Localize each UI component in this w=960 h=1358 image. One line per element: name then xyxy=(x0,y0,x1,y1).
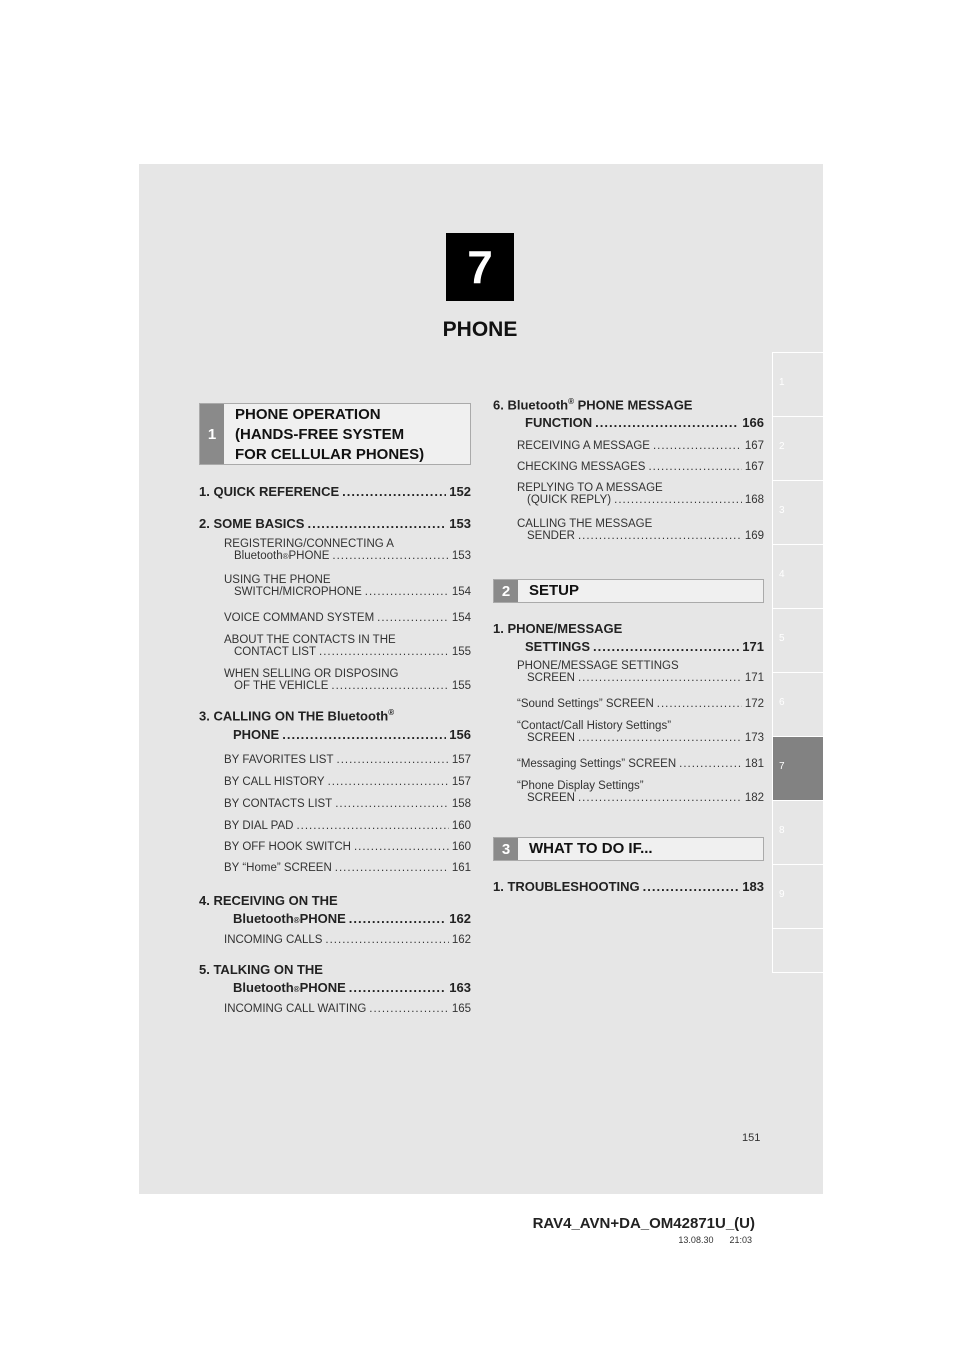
toc-subentry[interactable]: “Phone Display Settings” SCREEN ..... 182 xyxy=(517,780,764,804)
toc-subentry[interactable]: USING THE PHONE SWITCH/MICROPHONE ..... 154 xyxy=(224,574,471,598)
toc-subentry[interactable]: “Contact/Call History Settings” SCREEN ..... 173 xyxy=(517,720,764,744)
toc-subentry[interactable]: BY FAVORITES LIST ..... 157 xyxy=(224,754,471,766)
toc-subentry[interactable]: ABOUT THE CONTACTS IN THE CONTACT LIST ..... 155 xyxy=(224,634,471,658)
side-tab-6[interactable]: 6 xyxy=(772,672,823,736)
section-header-what-to-do-if xyxy=(493,837,764,861)
toc-subentry[interactable]: INCOMING CALLS ..... 162 xyxy=(224,934,471,946)
toc-subentry[interactable]: CALLING THE MESSAGE SENDER ..... 169 xyxy=(517,518,764,542)
section-number: 2 xyxy=(494,580,518,602)
section-number: 3 xyxy=(494,838,518,860)
toc-subentry[interactable]: WHEN SELLING OR DISPOSING OF THE VEHICLE ..... 155 xyxy=(224,668,471,692)
side-tab-7-active[interactable]: 7 xyxy=(772,736,823,800)
section-title: PHONE OPERATION (HANDS-FREE SYSTEM FOR CELLULAR PHONES) xyxy=(235,406,425,463)
chapter-number-box: 7 xyxy=(446,233,514,301)
side-tab-blank xyxy=(772,928,823,973)
document-id: RAV4_AVN+DA_OM42871U_(U) xyxy=(532,1215,755,1232)
toc-subentry[interactable]: BY “Home” SCREEN ..... 161 xyxy=(224,862,471,874)
side-tab-4[interactable]: 4 xyxy=(772,544,823,608)
chapter-title: PHONE xyxy=(442,318,518,341)
toc-entry[interactable]: 5. TALKING ON THE Bluetooth ® PHONE ..... 163 xyxy=(199,962,471,995)
toc-entry[interactable]: 1. QUICK REFERENCE ..... 152 xyxy=(199,484,471,499)
print-timestamp: 13.08.30 21:03 xyxy=(678,1235,752,1245)
toc-subentry[interactable]: REGISTERING/CONNECTING A Bluetooth ® PHONE ..... 153 xyxy=(224,538,471,562)
toc-subentry[interactable]: REPLYING TO A MESSAGE (QUICK REPLY) ..... 168 xyxy=(517,482,764,506)
toc-entry[interactable]: 3. CALLING ON THE Bluetooth® PHONE ..... 156 xyxy=(199,708,471,742)
side-tab-3[interactable]: 3 xyxy=(772,480,823,544)
toc-entry[interactable]: 2. SOME BASICS ..... 153 xyxy=(199,516,471,531)
section-header-setup xyxy=(493,579,764,603)
toc-subentry[interactable]: RECEIVING A MESSAGE ..... 167 xyxy=(517,440,764,452)
toc-subentry[interactable]: “Sound Settings” SCREEN ..... 172 xyxy=(517,698,764,710)
toc-entry[interactable]: 1. PHONE/MESSAGE SETTINGS ..... 171 xyxy=(493,621,764,654)
toc-entry[interactable]: 4. RECEIVING ON THE Bluetooth ® PHONE ..... 162 xyxy=(199,893,471,926)
page-number: 151 xyxy=(742,1132,761,1144)
section-header-phone-operation xyxy=(199,403,471,465)
section-title: WHAT TO DO IF... xyxy=(529,840,653,857)
side-tab-2[interactable]: 2 xyxy=(772,416,823,480)
toc-subentry[interactable]: BY OFF HOOK SWITCH ..... 160 xyxy=(224,841,471,853)
toc-subentry[interactable]: “Messaging Settings” SCREEN ..... 181 xyxy=(517,758,764,770)
toc-subentry[interactable]: VOICE COMMAND SYSTEM ..... 154 xyxy=(224,612,471,624)
toc-subentry[interactable]: INCOMING CALL WAITING ..... 165 xyxy=(224,1003,471,1015)
toc-subentry[interactable]: BY CALL HISTORY ..... 157 xyxy=(224,776,471,788)
toc-entry[interactable]: 6. Bluetooth® PHONE MESSAGE FUNCTION ..... 166 xyxy=(493,397,764,430)
toc-subentry[interactable]: BY DIAL PAD ..... 160 xyxy=(224,820,471,832)
side-tab-5[interactable]: 5 xyxy=(772,608,823,672)
section-title: SETUP xyxy=(529,582,580,599)
toc-subentry[interactable]: PHONE/MESSAGE SETTINGS SCREEN ..... 171 xyxy=(517,660,764,684)
side-tab-9[interactable]: 9 xyxy=(772,864,823,928)
toc-subentry[interactable]: BY CONTACTS LIST ..... 158 xyxy=(224,798,471,810)
side-tab-1[interactable]: 1 xyxy=(772,352,823,416)
section-number: 1 xyxy=(200,404,224,464)
toc-entry[interactable]: 1. TROUBLESHOOTING ..... 183 xyxy=(493,879,764,894)
side-tab-8[interactable]: 8 xyxy=(772,800,823,864)
chapter-side-tabs xyxy=(772,352,823,973)
toc-subentry[interactable]: CHECKING MESSAGES ..... 167 xyxy=(517,461,764,473)
